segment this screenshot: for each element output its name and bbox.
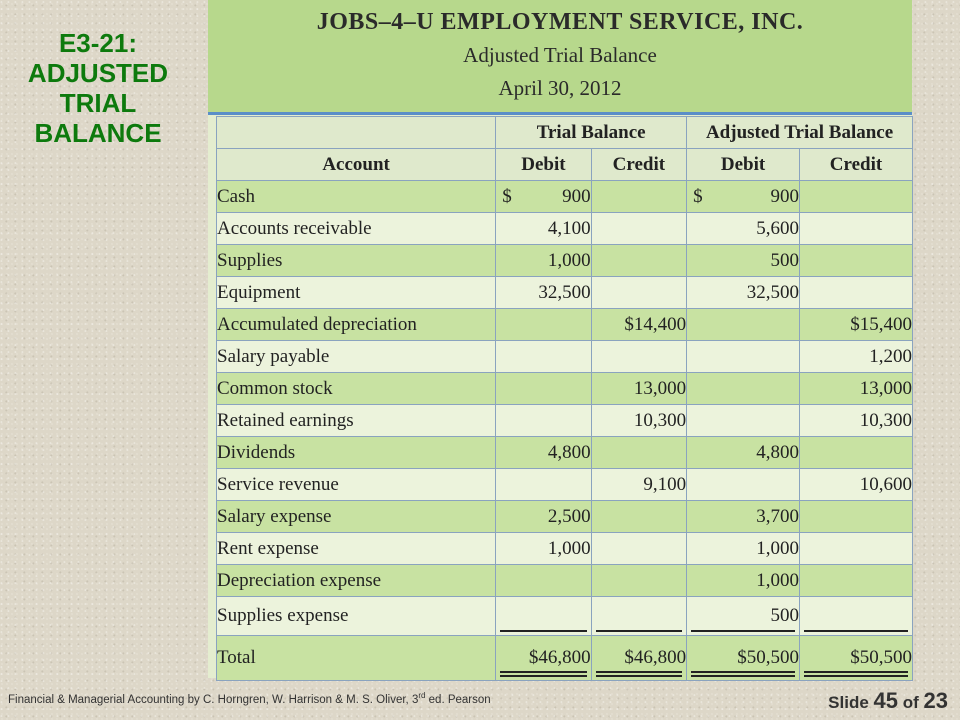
table-row — [217, 533, 913, 565]
table-row — [217, 597, 913, 636]
tb-debit-cell — [496, 565, 591, 597]
amount-value: 32,500 — [538, 281, 591, 303]
atb-credit-cell — [800, 469, 913, 501]
table-row — [217, 437, 913, 469]
atb-debit-cell — [687, 181, 800, 213]
atb-debit-cell — [687, 245, 800, 277]
account-name-cell: Accumulated depreciation — [217, 309, 496, 341]
tb-credit-cell — [591, 341, 686, 373]
tb-credit-cell — [591, 501, 686, 533]
account-name-cell: Accounts receivable — [217, 213, 496, 245]
tb-credit-cell — [591, 533, 686, 565]
atb-credit-cell — [800, 309, 913, 341]
column-header-atb-debit: Debit — [687, 149, 800, 181]
group-header-blank — [217, 117, 496, 149]
tb-credit-cell — [591, 309, 686, 341]
account-name-cell: Cash — [217, 181, 496, 213]
table-row — [217, 469, 913, 501]
amount-value: 10,300 — [633, 409, 687, 431]
atb-debit-cell — [687, 309, 800, 341]
atb-debit-cell — [687, 533, 800, 565]
column-header-row — [217, 149, 913, 181]
footer-credit — [8, 691, 491, 706]
total-tb-credit-cell: $46,800 — [591, 636, 686, 681]
amount-value: 5,600 — [756, 217, 800, 239]
amount-value: 13,000 — [633, 377, 687, 399]
account-name-cell: Rent expense — [217, 533, 496, 565]
statement-date: April 30, 2012 — [498, 76, 622, 100]
account-name-cell: Supplies expense — [217, 597, 496, 636]
group-header-trial-balance: Trial Balance — [496, 117, 687, 149]
amount-value: 1,000 — [547, 249, 591, 271]
table-row — [217, 501, 913, 533]
atb-credit-cell — [800, 437, 913, 469]
amount-value: 4,100 — [547, 217, 591, 239]
amount-value: 900 — [770, 185, 800, 207]
amount-value: 9,100 — [643, 473, 687, 495]
atb-credit-cell — [800, 213, 913, 245]
currency-symbol: $ — [693, 185, 703, 207]
amount-value: 1,000 — [756, 537, 800, 559]
total-label-cell: Total — [217, 636, 496, 681]
company-name: JOBS–4–U EMPLOYMENT SERVICE, INC. — [316, 9, 804, 35]
tb-credit-cell — [591, 213, 686, 245]
account-name-cell: Service revenue — [217, 469, 496, 501]
tb-credit-cell — [591, 277, 686, 309]
atb-credit-cell — [800, 373, 913, 405]
tb-credit-cell — [591, 469, 686, 501]
group-header-row — [217, 117, 913, 149]
tb-credit-cell — [591, 181, 686, 213]
slide-number — [828, 688, 948, 714]
table-row — [217, 373, 913, 405]
footer-credit-sup: rd — [418, 691, 426, 700]
tb-debit-cell — [496, 181, 591, 213]
atb-credit-cell — [800, 565, 913, 597]
column-header-account: Account — [217, 149, 496, 181]
amount-value: $15,400 — [850, 313, 912, 335]
footer-credit-text: Financial & Managerial Accounting by C. Horngren, W. Harrison & M. S. Oliver, 3 — [8, 693, 419, 706]
total-tb-debit-cell: $46,800 — [496, 636, 591, 681]
atb-credit-cell — [800, 597, 913, 636]
total-atb-credit-cell: $50,500 — [800, 636, 913, 681]
account-name-cell: Common stock — [217, 373, 496, 405]
atb-debit-cell — [687, 469, 800, 501]
tb-debit-cell — [496, 373, 591, 405]
atb-credit-cell — [800, 245, 913, 277]
footer-credit-text-end: ed. Pearson — [425, 693, 491, 706]
table-row — [217, 341, 913, 373]
tb-debit-cell — [496, 309, 591, 341]
slide-title-line: TRIAL — [59, 88, 137, 118]
total-row — [217, 636, 913, 681]
group-header-adjusted-trial-balance: Adjusted Trial Balance — [687, 117, 913, 149]
atb-debit-cell — [687, 277, 800, 309]
tb-debit-cell — [496, 277, 591, 309]
amount-value: 1,000 — [547, 537, 591, 559]
account-name-cell: Supplies — [217, 245, 496, 277]
table-row — [217, 213, 913, 245]
tb-debit-cell — [496, 437, 591, 469]
tb-debit-cell — [496, 469, 591, 501]
atb-debit-cell — [687, 213, 800, 245]
column-header-tb-debit: Debit — [496, 149, 591, 181]
account-name-cell: Equipment — [217, 277, 496, 309]
tb-debit-cell — [496, 245, 591, 277]
tb-credit-cell — [591, 597, 686, 636]
tb-debit-cell — [496, 213, 591, 245]
slide-total-value: 23 — [923, 688, 948, 713]
account-name-cell: Retained earnings — [217, 405, 496, 437]
amount-value: 500 — [770, 605, 800, 626]
amount-value: 3,700 — [756, 505, 800, 527]
atb-debit-cell — [687, 597, 800, 636]
amount-value: $14,400 — [624, 313, 687, 335]
account-name-cell: Depreciation expense — [217, 565, 496, 597]
amount-value: 13,000 — [859, 377, 912, 399]
amount-value: 2,500 — [547, 505, 591, 527]
table-row — [217, 309, 913, 341]
tb-debit-cell — [496, 341, 591, 373]
currency-symbol: $ — [502, 185, 512, 207]
table-row — [217, 277, 913, 309]
amount-value: 10,300 — [859, 409, 912, 431]
slide-label: Slide — [828, 693, 869, 712]
trial-balance-table — [216, 116, 913, 681]
account-name-cell: Dividends — [217, 437, 496, 469]
amount-value: 1,000 — [756, 569, 800, 591]
exhibit-header — [208, 0, 912, 115]
slide-title-line: E3-21: — [58, 28, 138, 58]
account-name-cell: Salary payable — [217, 341, 496, 373]
atb-debit-cell — [687, 341, 800, 373]
amount-value: 1,200 — [869, 345, 912, 367]
atb-debit-cell — [687, 565, 800, 597]
atb-debit-cell — [687, 405, 800, 437]
slide-title-line: ADJUSTED — [27, 58, 169, 88]
atb-credit-cell — [800, 405, 913, 437]
amount-value: 500 — [770, 249, 800, 271]
tb-debit-cell — [496, 597, 591, 636]
table-row — [217, 405, 913, 437]
tb-credit-cell — [591, 437, 686, 469]
column-header-tb-credit: Credit — [591, 149, 686, 181]
amount-value: 10,600 — [859, 473, 912, 495]
tb-debit-cell — [496, 501, 591, 533]
amount-value: 4,800 — [547, 441, 591, 463]
amount-value: 900 — [562, 185, 591, 207]
slide-of-label: of — [902, 693, 919, 712]
amount-value: 32,500 — [746, 281, 800, 303]
column-header-atb-credit: Credit — [800, 149, 913, 181]
table-row — [217, 565, 913, 597]
tb-credit-cell — [591, 245, 686, 277]
slide-title — [0, 28, 196, 148]
slide-number-value: 45 — [873, 688, 898, 713]
total-atb-debit-cell: $50,500 — [687, 636, 800, 681]
atb-credit-cell — [800, 533, 913, 565]
tb-credit-cell — [591, 405, 686, 437]
slide-title-line: BALANCE — [34, 118, 162, 148]
tb-debit-cell — [496, 405, 591, 437]
amount-value: 4,800 — [756, 441, 800, 463]
trial-balance-exhibit — [208, 0, 912, 678]
tb-credit-cell — [591, 565, 686, 597]
statement-title: Adjusted Trial Balance — [463, 43, 657, 67]
table-row — [217, 245, 913, 277]
atb-debit-cell — [687, 501, 800, 533]
tb-debit-cell — [496, 533, 591, 565]
atb-credit-cell — [800, 501, 913, 533]
account-name-cell: Salary expense — [217, 501, 496, 533]
table-row — [217, 181, 913, 213]
tb-credit-cell — [591, 373, 686, 405]
atb-credit-cell — [800, 277, 913, 309]
atb-debit-cell — [687, 437, 800, 469]
atb-credit-cell — [800, 181, 913, 213]
atb-credit-cell — [800, 341, 913, 373]
atb-debit-cell — [687, 373, 800, 405]
